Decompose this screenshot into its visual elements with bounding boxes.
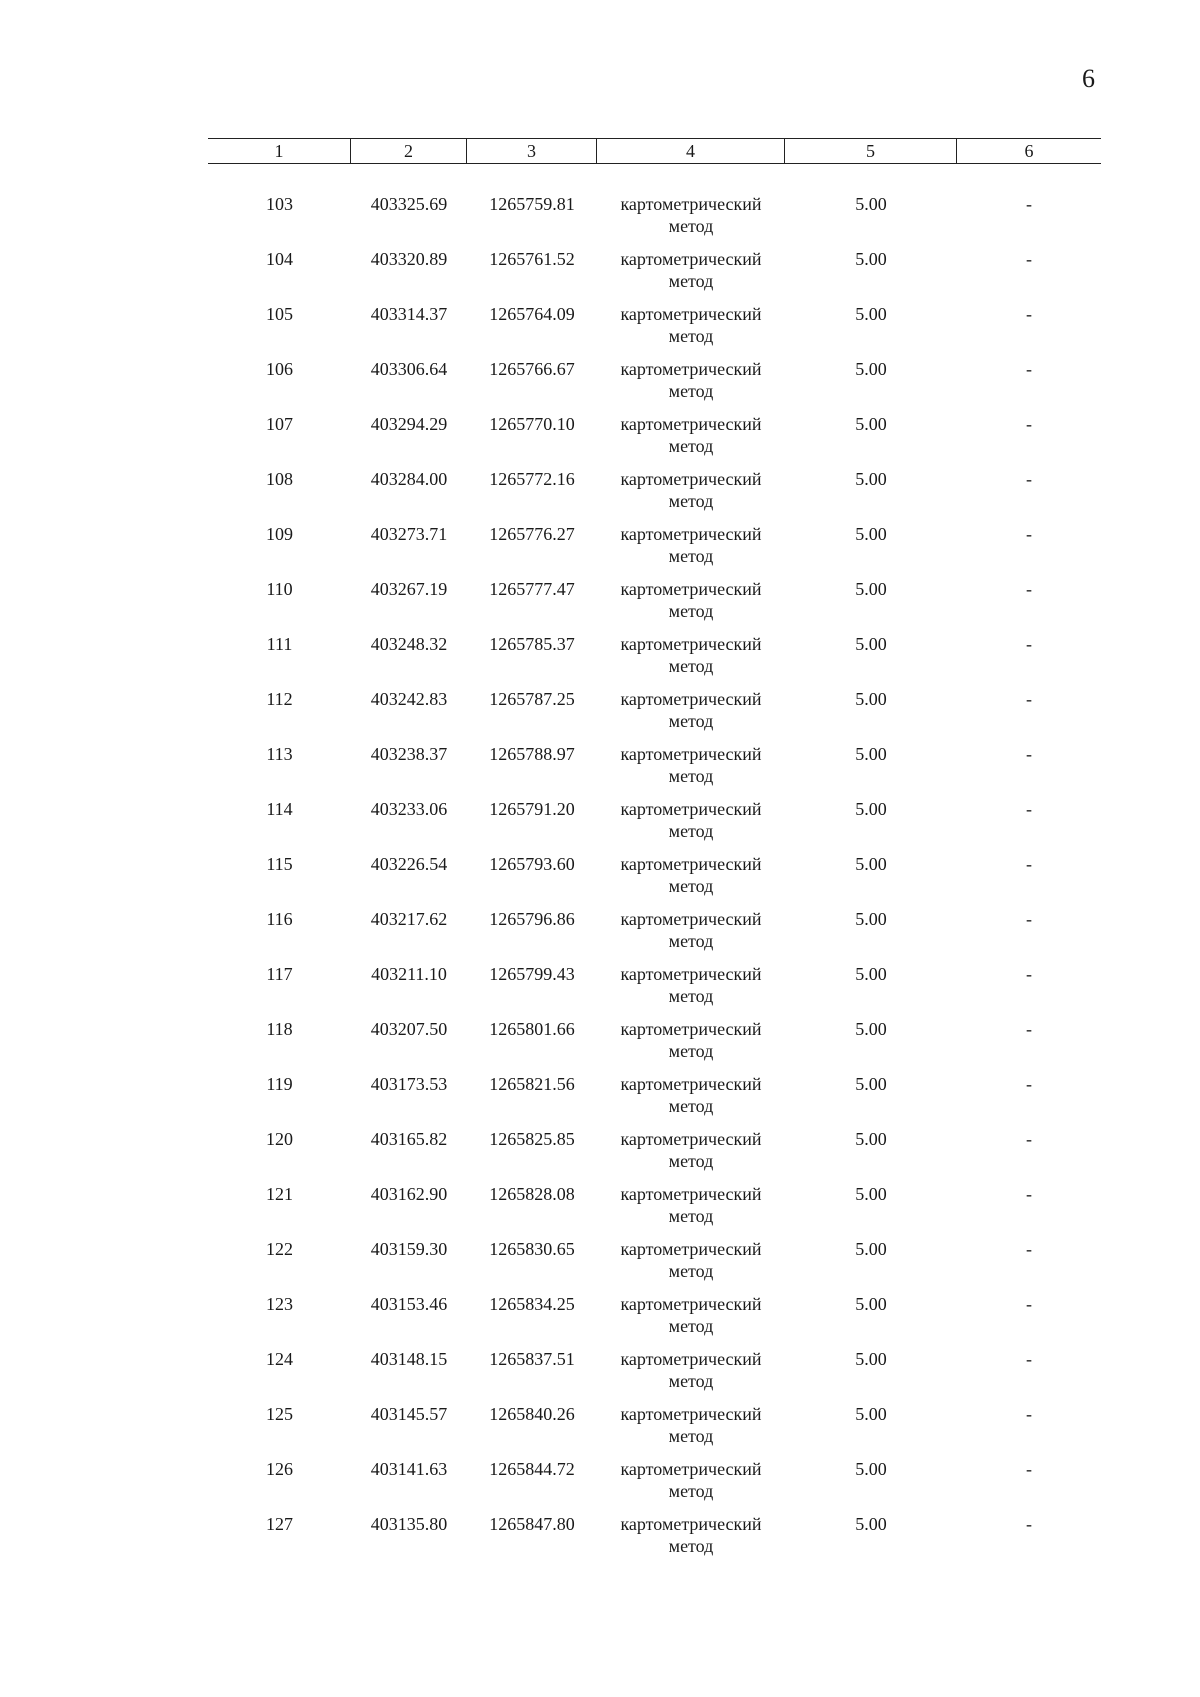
point-number: 106 [266,359,293,379]
coord-y: 1265787.25 [489,689,575,709]
accuracy: 5.00 [855,689,887,709]
note: - [1026,634,1032,654]
note: - [1026,1349,1032,1369]
method-line: метод [668,546,714,566]
coord-y: 1265761.52 [489,249,575,269]
method [597,798,785,842]
method [597,853,785,897]
coord-x: 403325.69 [370,194,448,214]
point-number: 111 [266,634,293,654]
method-line: метод [668,1481,714,1501]
note: - [1026,524,1032,544]
coord-x: 403148.15 [370,1349,448,1369]
method [597,1403,785,1447]
point-number: 115 [266,854,293,874]
method [597,633,785,677]
table-row [208,958,1101,1013]
point-number: 104 [266,249,293,269]
method-line: картометрический [620,194,762,214]
point-number: 107 [266,414,293,434]
coord-y: 1265847.80 [489,1514,575,1534]
coord-x: 403226.54 [370,854,448,874]
method [597,413,785,457]
table-row [208,1068,1101,1123]
coord-y: 1265793.60 [489,854,575,874]
table-row [208,298,1101,353]
point-number: 124 [266,1349,293,1369]
method [597,1458,785,1502]
method-line: картометрический [620,469,762,489]
header-col-3: 3 [467,139,597,163]
header-col-4: 4 [597,139,785,163]
note: - [1026,249,1032,269]
accuracy: 5.00 [855,799,887,819]
method [597,1073,785,1117]
coord-y: 1265770.10 [489,414,575,434]
accuracy: 5.00 [855,1019,887,1039]
point-number: 119 [266,1074,293,1094]
table-row [208,243,1101,298]
note: - [1026,304,1032,324]
method-line: метод [668,986,714,1006]
table-row [208,628,1101,683]
table-row [208,1178,1101,1233]
point-number: 123 [266,1294,293,1314]
accuracy: 5.00 [855,1074,887,1094]
method-line: метод [668,821,714,841]
coord-x: 403242.83 [370,689,448,709]
accuracy: 5.00 [855,579,887,599]
coord-x: 403284.00 [370,469,448,489]
method [597,963,785,1007]
accuracy: 5.00 [855,249,887,269]
table-row [208,903,1101,958]
method [597,688,785,732]
method-line: метод [668,436,714,456]
method-line: метод [668,491,714,511]
method [597,1128,785,1172]
accuracy: 5.00 [855,414,887,434]
coord-y: 1265830.65 [489,1239,575,1259]
note: - [1026,744,1032,764]
table-row [208,188,1101,243]
coord-y: 1265840.26 [489,1404,575,1424]
page-number: 6 [1082,64,1095,93]
method [597,193,785,237]
accuracy: 5.00 [855,304,887,324]
note: - [1026,1404,1032,1424]
coord-x: 403314.37 [370,304,448,324]
method-line: метод [668,711,714,731]
point-number: 114 [266,799,293,819]
header-col-2: 2 [351,139,467,163]
point-number: 112 [266,689,293,709]
coord-x: 403153.46 [370,1294,448,1314]
table-row [208,1508,1101,1563]
coord-x: 403141.63 [370,1459,448,1479]
table-row [208,683,1101,738]
method [597,1238,785,1282]
table-row [208,518,1101,573]
method-line: метод [668,271,714,291]
table-row [208,573,1101,628]
method-line: картометрический [620,249,762,269]
method-line: картометрический [620,909,762,929]
coord-y: 1265799.43 [489,964,575,984]
accuracy: 5.00 [855,359,887,379]
method [597,908,785,952]
table-row [208,848,1101,903]
method-line: метод [668,1316,714,1336]
table-row [208,1013,1101,1068]
note: - [1026,689,1032,709]
accuracy: 5.00 [855,1129,887,1149]
accuracy: 5.00 [855,909,887,929]
method-line: картометрический [620,1129,762,1149]
method [597,523,785,567]
table-row [208,738,1101,793]
point-number: 110 [266,579,293,599]
accuracy: 5.00 [855,964,887,984]
coord-y: 1265766.67 [489,359,575,379]
method [597,743,785,787]
coord-x: 403248.32 [370,634,448,654]
method-line: картометрический [620,1349,762,1369]
coord-x: 403165.82 [370,1129,448,1149]
note: - [1026,469,1032,489]
coord-x: 403306.64 [370,359,448,379]
accuracy: 5.00 [855,854,887,874]
table-row [208,1453,1101,1508]
coord-y: 1265777.47 [489,579,575,599]
method-line: метод [668,1206,714,1226]
method-line: метод [668,1096,714,1116]
coord-x: 403159.30 [370,1239,448,1259]
method-line: картометрический [620,1184,762,1204]
point-number: 108 [266,469,293,489]
method-line: метод [668,1261,714,1281]
coord-y: 1265791.20 [489,799,575,819]
note: - [1026,1019,1032,1039]
note: - [1026,579,1032,599]
coord-x: 403173.53 [370,1074,448,1094]
method-line: картометрический [620,1514,762,1534]
note: - [1026,964,1032,984]
method-line: картометрический [620,1294,762,1314]
note: - [1026,1074,1032,1094]
method-line: картометрический [620,304,762,324]
method-line: метод [668,656,714,676]
coord-y: 1265785.37 [489,634,575,654]
header-col-1: 1 [208,139,351,163]
method-line: картометрический [620,1404,762,1424]
method [597,1348,785,1392]
method-line: метод [668,1151,714,1171]
accuracy: 5.00 [855,1514,887,1534]
coord-y: 1265759.81 [489,194,575,214]
method [597,1513,785,1557]
note: - [1026,414,1032,434]
table-row [208,1343,1101,1398]
method-line: метод [668,326,714,346]
method-line: картометрический [620,1459,762,1479]
point-number: 121 [266,1184,293,1204]
note: - [1026,799,1032,819]
accuracy: 5.00 [855,1404,887,1424]
method-line: картометрический [620,854,762,874]
note: - [1026,359,1032,379]
point-number: 127 [266,1514,293,1534]
coord-y: 1265825.85 [489,1129,575,1149]
point-number: 113 [266,744,293,764]
method-line: картометрический [620,524,762,544]
accuracy: 5.00 [855,1184,887,1204]
coord-y: 1265834.25 [489,1294,575,1314]
method [597,468,785,512]
table-row [208,353,1101,408]
method-line: картометрический [620,359,762,379]
accuracy: 5.00 [855,1239,887,1259]
coord-x: 403273.71 [370,524,448,544]
coord-y: 1265796.86 [489,909,575,929]
method-line: картометрический [620,414,762,434]
note: - [1026,854,1032,874]
coord-x: 403207.50 [370,1019,448,1039]
method-line: картометрический [620,799,762,819]
coord-x: 403320.89 [370,249,448,269]
note: - [1026,1129,1032,1149]
table-row [208,408,1101,463]
coord-y: 1265788.97 [489,744,575,764]
method-line: картометрический [620,1239,762,1259]
method-line: метод [668,766,714,786]
point-number: 103 [266,194,293,214]
method [597,578,785,622]
method-line: картометрический [620,579,762,599]
method [597,248,785,292]
accuracy: 5.00 [855,194,887,214]
method-line: картометрический [620,689,762,709]
method-line: метод [668,1536,714,1556]
coord-x: 403135.80 [370,1514,448,1534]
note: - [1026,1514,1032,1534]
point-number: 117 [266,964,293,984]
method-line: метод [668,601,714,621]
point-number: 125 [266,1404,293,1424]
method-line: метод [668,1041,714,1061]
coord-x: 403162.90 [370,1184,448,1204]
point-number: 116 [266,909,293,929]
method [597,1018,785,1062]
method-line: метод [668,216,714,236]
method-line: картометрический [620,1074,762,1094]
method [597,1183,785,1227]
table-row [208,1398,1101,1453]
method-line: метод [668,1426,714,1446]
note: - [1026,1294,1032,1314]
coord-y: 1265776.27 [489,524,575,544]
point-number: 109 [266,524,293,544]
point-number: 122 [266,1239,293,1259]
note: - [1026,194,1032,214]
accuracy: 5.00 [855,524,887,544]
note: - [1026,1184,1032,1204]
table-row [208,463,1101,518]
method-line: картометрический [620,964,762,984]
point-number: 120 [266,1129,293,1149]
point-number: 126 [266,1459,293,1479]
method-line: метод [668,1371,714,1391]
coord-y: 1265772.16 [489,469,575,489]
note: - [1026,909,1032,929]
coord-x: 403233.06 [370,799,448,819]
coord-y: 1265764.09 [489,304,575,324]
table-row [208,793,1101,848]
header-col-5: 5 [785,139,957,163]
accuracy: 5.00 [855,1294,887,1314]
method-line: метод [668,876,714,896]
accuracy: 5.00 [855,1349,887,1369]
method [597,1293,785,1337]
table-body [208,188,1101,1563]
coord-y: 1265828.08 [489,1184,575,1204]
point-number: 105 [266,304,293,324]
coord-y: 1265821.56 [489,1074,575,1094]
coord-x: 403211.10 [371,964,447,984]
coord-x: 403217.62 [370,909,448,929]
coord-x: 403267.19 [370,579,448,599]
point-number: 118 [266,1019,293,1039]
table-row [208,1123,1101,1178]
coord-x: 403145.57 [370,1404,448,1424]
table-row [208,1288,1101,1343]
coord-y: 1265844.72 [489,1459,575,1479]
method-line: метод [668,381,714,401]
coord-x: 403238.37 [370,744,448,764]
table-header [208,138,1101,164]
method-line: картометрический [620,1019,762,1039]
method [597,358,785,402]
coord-x: 403294.29 [370,414,448,434]
coord-y: 1265801.66 [489,1019,575,1039]
note: - [1026,1239,1032,1259]
table-row [208,1233,1101,1288]
method [597,303,785,347]
header-col-6: 6 [1024,141,1034,161]
accuracy: 5.00 [855,634,887,654]
method-line: картометрический [620,634,762,654]
accuracy: 5.00 [855,1459,887,1479]
coord-y: 1265837.51 [489,1349,575,1369]
note: - [1026,1459,1032,1479]
method-line: картометрический [620,744,762,764]
accuracy: 5.00 [855,744,887,764]
method-line: метод [668,931,714,951]
accuracy: 5.00 [855,469,887,489]
